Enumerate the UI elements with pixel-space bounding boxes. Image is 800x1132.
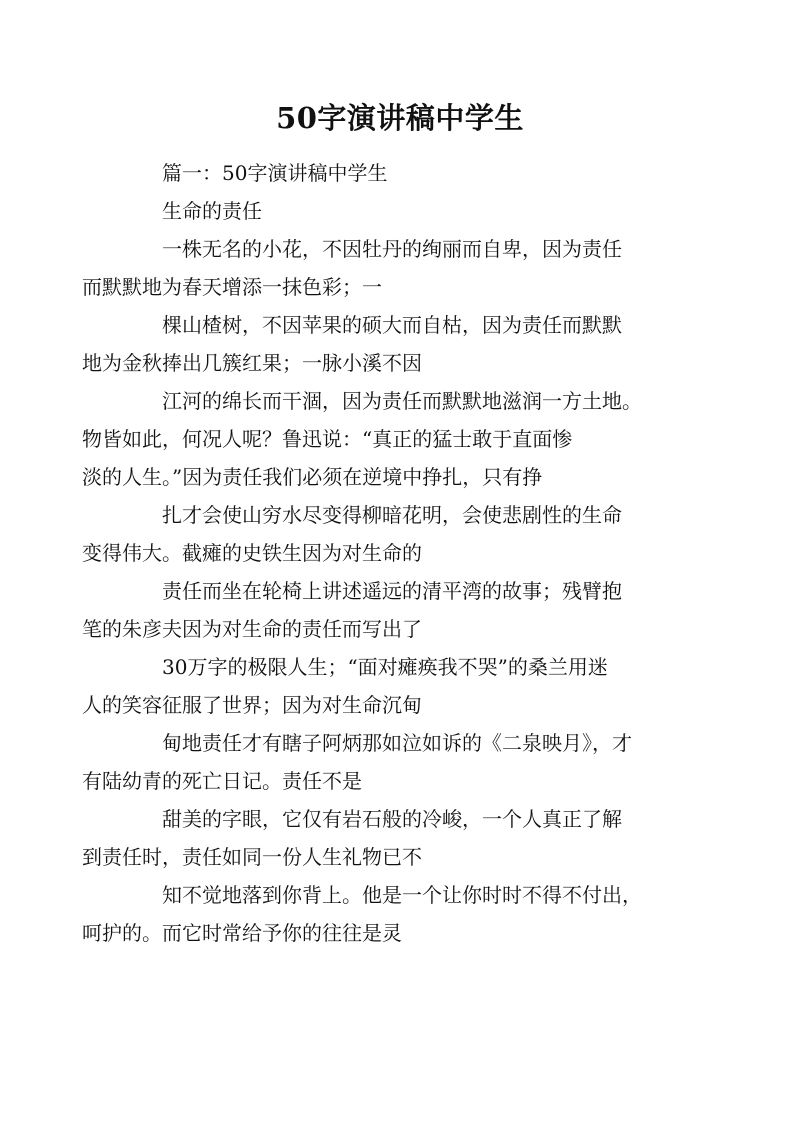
paragraph-line: 江河的绵长而干涸，因为责任而默默地滋润一方土地。 [162,389,642,413]
paragraph [82,496,682,572]
paragraph-line: 到责任时，责任如同一份人生礼物已不 [82,845,422,869]
document-title: 50字演讲稿中学生 [276,101,524,135]
paragraph-line: 笔的朱彦夫因为对生命的责任而写出了 [82,617,422,641]
paragraph-line: 棵山楂树，不因苹果的硕大而自枯，因为责任而默默 [162,313,622,337]
paragraph-line: 知不觉地落到你背上。他是一个让你时时不得不付出， [162,883,642,907]
paragraph-line: 甸地责任才有瞎子阿炳那如泣如诉的《二泉映月》，才 [162,731,632,755]
paragraph [82,800,682,876]
paragraph-line: 责任而坐在轮椅上讲述遥远的清平湾的故事；残臂抱 [162,579,622,603]
paragraph-line: 篇一：50字演讲稿中学生 [162,161,388,185]
paragraph-line: 物皆如此，何况人呢？鲁迅说：“真正的猛士敢于直面惨 [82,427,573,451]
paragraph [82,230,682,306]
paragraph-line: 呵护的。而它时常给予你的往往是灵 [82,921,402,945]
paragraph [82,382,682,496]
paragraph [82,876,682,952]
paragraph-line: 有陆幼青的死亡日记。责任不是 [82,769,362,793]
document-body [82,154,682,952]
paragraph-line: 扎才会使山穷水尽变得柳暗花明，会使悲剧性的生命 [162,503,622,527]
paragraph-line: 人的笑容征服了世界；因为对生命沉甸 [82,693,422,717]
paragraph [122,192,682,230]
paragraph-line: 地为金秋捧出几簇红果；一脉小溪不因 [82,351,422,375]
paragraph [82,724,682,800]
paragraph-line: 淡的人生。”因为责任我们必须在逆境中挣扎，只有挣 [82,465,543,489]
paragraph-line: 变得伟大。截瘫的史铁生因为对生命的 [82,541,422,565]
paragraph [122,154,682,192]
paragraph-line: 甜美的字眼，它仅有岩石般的冷峻，一个人真正了解 [162,807,622,831]
paragraph-line: 生命的责任 [162,199,262,223]
paragraph [82,648,682,724]
paragraph-line: 而默默地为春天增添一抹色彩；一 [82,275,382,299]
paragraph [82,306,682,382]
paragraph [82,572,682,648]
paragraph-line: 30万字的极限人生；“面对瘫痪我不哭”的桑兰用迷 [162,655,608,679]
paragraph-line: 一株无名的小花，不因牡丹的绚丽而自卑，因为责任 [162,237,622,261]
